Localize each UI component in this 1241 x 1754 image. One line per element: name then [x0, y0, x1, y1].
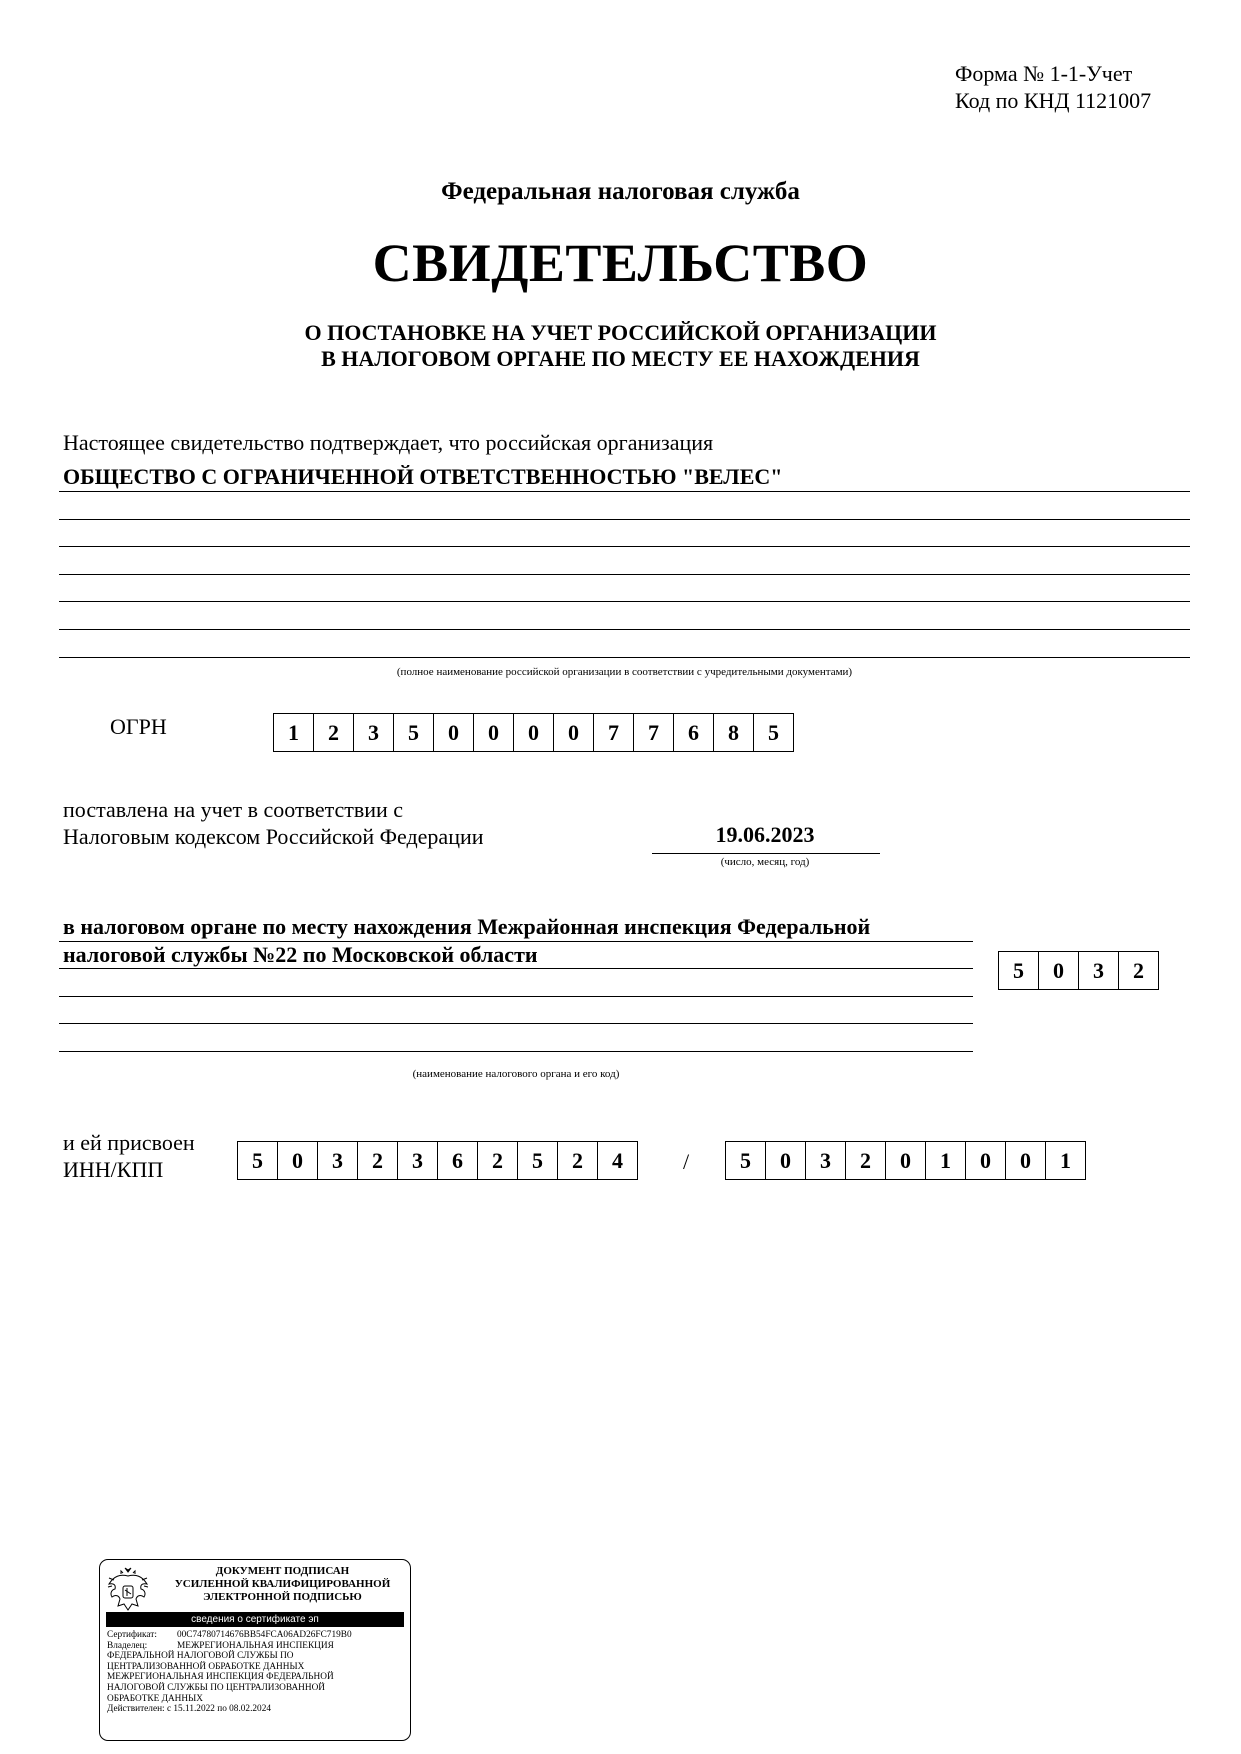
tax-authority-line [59, 996, 973, 997]
digit-cell: 2 [1118, 951, 1159, 990]
digit-cell: 5 [237, 1141, 278, 1180]
owner-line: ОБРАБОТКЕ ДАННЫХ [107, 1693, 203, 1704]
digit-cell: 1 [1045, 1141, 1086, 1180]
certificate-info-bar: сведения о сертификате эп [106, 1612, 404, 1627]
digit-cell: 3 [397, 1141, 438, 1180]
digit-cell: 3 [1078, 951, 1119, 990]
digit-cell: 0 [473, 713, 514, 752]
date-caption: (число, месяц, год) [720, 856, 810, 868]
digit-cell: 3 [353, 713, 394, 752]
subtitle-line-2: В НАЛОГОВОМ ОРГАНЕ ПО МЕСТУ ЕЕ НАХОЖДЕНИЯ [321, 346, 920, 371]
digit-cell: 6 [437, 1141, 478, 1180]
coat-of-arms-icon [106, 1566, 150, 1616]
org-name-line [59, 546, 1190, 547]
digit-cell: 2 [557, 1141, 598, 1180]
registration-text [63, 796, 484, 850]
owner-line: НАЛОГОВОЙ СЛУЖБЫ ПО ЦЕНТРАЛИЗОВАННОЙ [107, 1682, 326, 1693]
ogrn-cells [273, 713, 794, 752]
digit-cell: 8 [713, 713, 754, 752]
tax-authority-line [59, 1051, 973, 1052]
electronic-signature-stamp [99, 1559, 411, 1741]
knd-code: Код по КНД 1121007 [955, 88, 1152, 113]
owner-line: ЦЕНТРАЛИЗОВАННОЙ ОБРАБОТКЕ ДАННЫХ [107, 1661, 305, 1672]
org-name-line [59, 657, 1190, 658]
digit-cell: 2 [477, 1141, 518, 1180]
digit-cell: 4 [597, 1141, 638, 1180]
tax-authority-line-1: в налоговом органе по месту нахождения Межрайонная инспекция Федеральной [63, 914, 871, 939]
registration-line-2: Налоговым кодексом Российской Федерации [63, 824, 484, 849]
tax-authority-line [59, 968, 973, 969]
registration-date: 19.06.2023 [715, 822, 815, 847]
inn-kpp-separator: / [683, 1149, 690, 1174]
owner-row [107, 1641, 407, 1652]
certificate-label: Сертификат: [107, 1630, 157, 1640]
digit-cell: 7 [633, 713, 674, 752]
certificate-row [107, 1630, 407, 1641]
digit-cell: 2 [845, 1141, 886, 1180]
tax-authority-line-2: налоговой службы №22 по Московской области [63, 942, 538, 967]
org-name-line [59, 519, 1190, 520]
digit-cell: 5 [725, 1141, 766, 1180]
form-number: Форма № 1-1-Учет [955, 61, 1133, 86]
agency-name: Федеральная налоговая служба [441, 178, 800, 205]
form-header [955, 60, 1151, 114]
digit-cell: 6 [673, 713, 714, 752]
digit-cell: 0 [433, 713, 474, 752]
tax-authority-code-cells [998, 951, 1159, 990]
stamp-heading-line-1: ДОКУМЕНТ ПОДПИСАН [215, 1565, 350, 1577]
digit-cell: 5 [517, 1141, 558, 1180]
digit-cell: 1 [273, 713, 314, 752]
digit-cell: 0 [277, 1141, 318, 1180]
inn-kpp-label-line-2: ИНН/КПП [63, 1157, 164, 1182]
org-name-line [59, 601, 1190, 602]
digit-cell: 0 [885, 1141, 926, 1180]
org-name-underline [59, 491, 1190, 492]
certificate-value: 00C74780714676BB54FCA06AD26FC719B0 [177, 1630, 352, 1640]
kpp-cells [725, 1141, 1086, 1180]
digit-cell: 5 [998, 951, 1039, 990]
org-name-line [59, 574, 1190, 575]
subtitle-line-1: О ПОСТАНОВКЕ НА УЧЕТ РОССИЙСКОЙ ОРГАНИЗАЦИИ [304, 320, 937, 345]
digit-cell: 0 [553, 713, 594, 752]
stamp-heading-line-3: ЭЛЕКТРОННОЙ ПОДПИСЬЮ [203, 1591, 362, 1603]
digit-cell: 7 [593, 713, 634, 752]
digit-cell: 0 [765, 1141, 806, 1180]
digit-cell: 0 [965, 1141, 1006, 1180]
owner-line: МЕЖРЕГИОНАЛЬНАЯ ИНСПЕКЦИЯ ФЕДЕРАЛЬНОЙ [107, 1672, 334, 1683]
ogrn-label: ОГРН [110, 714, 167, 739]
inn-kpp-label [63, 1129, 195, 1183]
inn-kpp-label-line-1: и ей присвоен [63, 1130, 195, 1155]
document-title: СВИДЕТЕЛЬСТВО [372, 233, 869, 293]
organization-name: ОБЩЕСТВО С ОГРАНИЧЕННОЙ ОТВЕТСТВЕННОСТЬЮ "ВЕЛЕС" [63, 464, 783, 489]
digit-cell: 0 [513, 713, 554, 752]
owner-first-line: МЕЖРЕГИОНАЛЬНАЯ ИНСПЕКЦИЯ [177, 1640, 334, 1651]
digit-cell: 1 [925, 1141, 966, 1180]
validity-period: Действителен: с 15.11.2022 по 08.02.2024 [107, 1704, 271, 1715]
inn-cells [237, 1141, 638, 1180]
digit-cell: 0 [1038, 951, 1079, 990]
owner-line: ФЕДЕРАЛЬНОЙ НАЛОГОВОЙ СЛУЖБЫ ПО [107, 1651, 294, 1662]
stamp-heading-line-2: УСИЛЕННОЙ КВАЛИФИЦИРОВАННОЙ [174, 1578, 391, 1590]
digit-cell: 3 [317, 1141, 358, 1180]
certificate-details [107, 1630, 407, 1715]
intro-text: Настоящее свидетельство подтверждает, что российская организация [63, 430, 714, 455]
registration-line-1: поставлена на учет в соответствии с [63, 797, 404, 822]
digit-cell: 5 [753, 713, 794, 752]
digit-cell: 0 [1005, 1141, 1046, 1180]
stamp-heading [160, 1565, 405, 1604]
document-subtitle [0, 320, 1241, 372]
digit-cell: 2 [313, 713, 354, 752]
owner-label: Владелец: [107, 1640, 148, 1651]
org-name-line [59, 629, 1190, 630]
digit-cell: 3 [805, 1141, 846, 1180]
org-name-caption: (полное наименование российской организации в соответствии с учредительными документами) [396, 666, 853, 678]
digit-cell: 2 [357, 1141, 398, 1180]
date-underline [652, 853, 880, 854]
digit-cell: 5 [393, 713, 434, 752]
tax-authority-caption: (наименование налогового органа и его код) [412, 1068, 620, 1080]
tax-authority-line [59, 1023, 973, 1024]
